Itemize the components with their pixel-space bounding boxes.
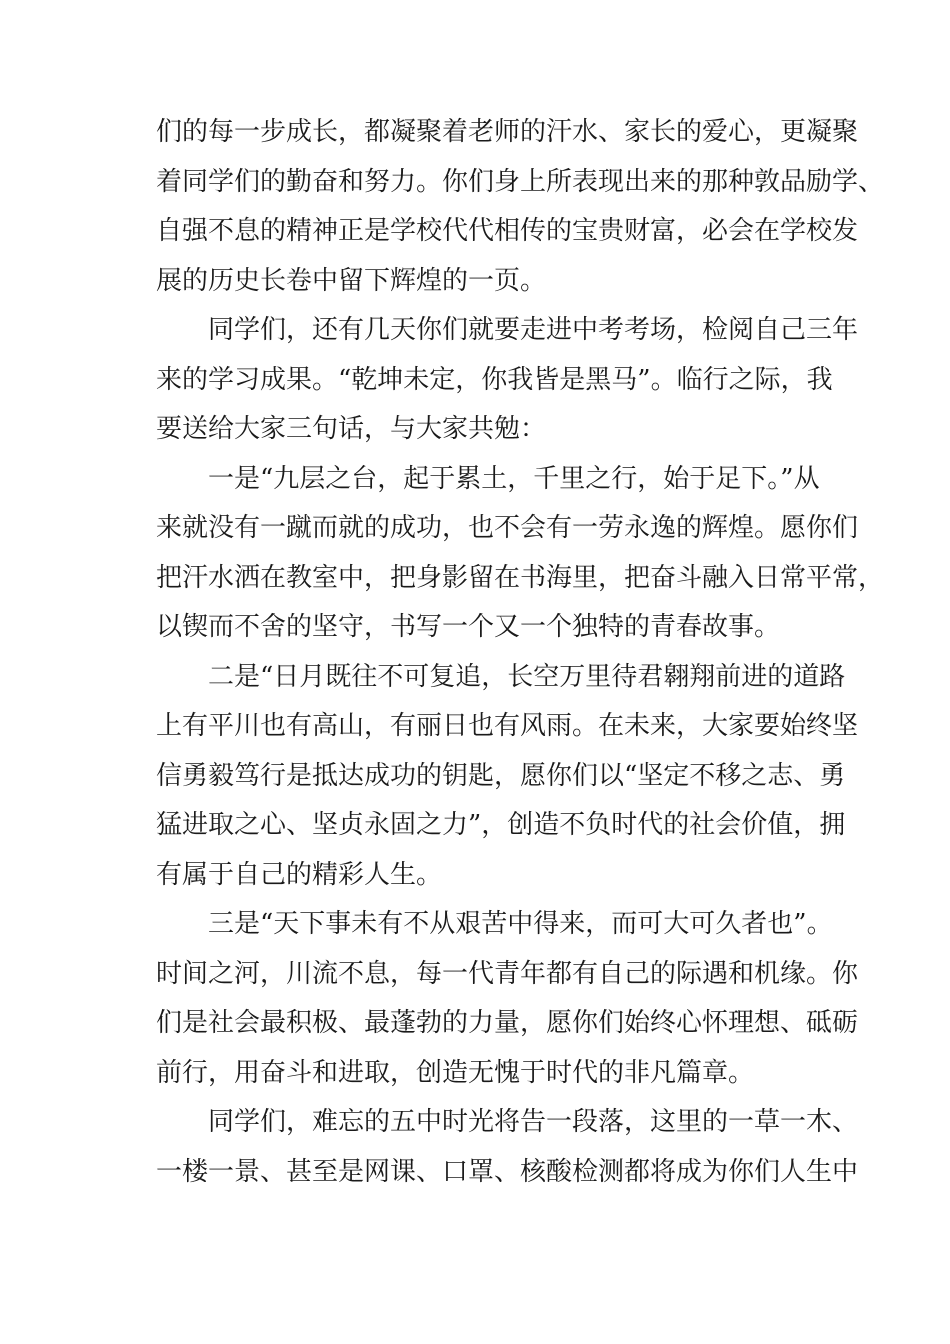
text-line: 一是“九层之台，起于累土，千里之行，始于足下。”从 (208, 463, 820, 494)
paragraph-3 (156, 455, 885, 653)
text-line: 前行，用奋斗和进取，创造无愧于时代的非凡篇章。 (156, 1057, 755, 1088)
text-line: 自强不息的精神正是学校代代相传的宝贵财富，必会在学校发 (156, 216, 859, 246)
document-body (156, 108, 885, 1197)
text-line: 一楼一景、甚至是网课、口罩、核酸检测都将成为你们人生中 (156, 1156, 859, 1187)
text-line: 来的学习成果。“乾坤未定，你我皆是黑马”。临行之际，我 (156, 364, 833, 395)
text-line: 时间之河，川流不息，每一代青年都有自己的际遇和机缘。你 (156, 958, 859, 989)
text-line: 要送给大家三句话，与大家共勉： (156, 414, 547, 444)
text-line: 同学们，难忘的五中时光将告一段落，这里的一草一木、 (208, 1107, 859, 1137)
text-line: 展的历史长卷中留下辉煌的一页。 (156, 265, 547, 296)
text-line: 们是社会最积极、最蓬勃的力量，愿你们始终心怀理想、砥砺 (156, 1008, 859, 1038)
paragraph-4 (156, 653, 859, 901)
text-line: 们的每一步成长，都凝聚着老师的汗水、家长的爱心，更凝聚 (156, 117, 859, 147)
paragraph-1 (156, 108, 885, 306)
paragraph-2 (156, 306, 859, 455)
text-line: 三是“天下事未有不从艰苦中得来，而可大可久者也”。 (208, 909, 833, 939)
text-line: 同学们，还有几天你们就要走进中考考场，检阅自己三年 (208, 315, 859, 345)
text-line: 有属于自己的精彩人生。 (156, 859, 443, 890)
text-line: 猛进取之心、坚贞永固之力”，创造不负时代的社会价值，拥 (156, 810, 846, 840)
text-line: 把汗水洒在教室中，把身影留在书海里，把奋斗融入日常平常， (156, 562, 885, 593)
text-line: 以锲而不舍的坚守，书写一个又一个独特的青春故事。 (156, 612, 781, 642)
text-line: 上有平川也有高山，有丽日也有风雨。在未来，大家要始终坚 (156, 711, 859, 741)
paragraph-6 (156, 1098, 859, 1197)
text-line: 二是“日月既往不可复追，长空万里待君翱翔前进的道路 (208, 661, 846, 692)
paragraph-5 (156, 900, 859, 1098)
text-line: 信勇毅笃行是抵达成功的钥匙，愿你们以“坚定不移之志、勇 (156, 760, 846, 791)
text-line: 来就没有一蹴而就的成功，也不会有一劳永逸的辉煌。愿你们 (156, 513, 859, 543)
text-line: 着同学们的勤奋和努力。你们身上所表现出来的那种敦品励学、 (156, 166, 885, 197)
